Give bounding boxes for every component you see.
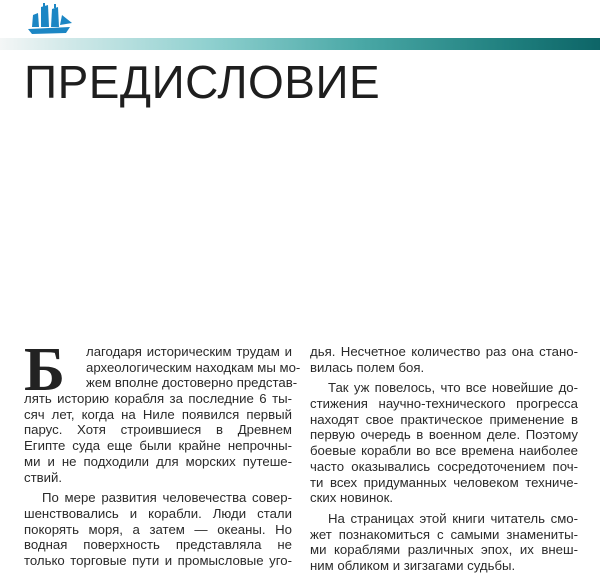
text-line: жем вполне достоверно представ- xyxy=(86,375,298,391)
text-line: водная поверхность представляла не xyxy=(24,537,292,553)
text-line: первую очередь в военном деле. Поэтому xyxy=(310,427,578,443)
text-line: стижения научно-технического прогресса xyxy=(310,396,578,412)
text-line: часто оказывались сосредоточением поч- xyxy=(310,458,578,474)
text-line: По мере развития человечества совер- xyxy=(42,490,292,506)
sailing-ship-icon xyxy=(24,3,74,35)
text-line: лять историю корабля за последние 6 ты- xyxy=(24,391,292,407)
text-line: Египте суда еще были крайне непрочны- xyxy=(24,438,292,454)
text-line: археологическим находкам мы мо- xyxy=(86,359,301,375)
text-line: ми кораблями различных эпох, их внеш- xyxy=(310,542,578,558)
text-line: ним обликом и зигзагами судьбы. xyxy=(310,557,516,573)
text-line: ских новинок. xyxy=(310,490,394,506)
text-line: шенствовались и корабли. Люди стали xyxy=(24,505,292,521)
text-line: покорять моря, а затем — океаны. Но xyxy=(24,521,292,537)
text-column-left xyxy=(24,336,301,569)
text-line: Так уж повелось, что все новейшие до- xyxy=(328,380,578,396)
text-line: На страницах этой книги читатель смо- xyxy=(328,510,578,526)
text-line: парус. Хотя строившиеся в Древнем xyxy=(24,422,292,438)
drop-cap: Б xyxy=(24,336,65,404)
text-line: дья. Несчетное количество раз она стано- xyxy=(310,344,578,359)
text-column-right xyxy=(310,344,578,574)
header-gradient-bar xyxy=(0,38,600,50)
text-line: ми и не подходили для морских путеше- xyxy=(24,453,292,469)
text-line: ствий. xyxy=(24,469,63,485)
text-line: только торговые пути и промысловые уго- xyxy=(24,552,292,568)
text-line: сяч лет, когда на Ниле появился первый xyxy=(24,406,292,422)
text-line: вилась полем боя. xyxy=(310,359,425,375)
page-title: ПРЕДИСЛОВИЕ xyxy=(24,56,381,108)
text-line: лагодаря историческим трудам и xyxy=(86,344,292,359)
text-line: ти всех придуманных человеком техниче- xyxy=(310,474,578,490)
text-line: находят свое практическое применение в xyxy=(310,411,578,427)
text-line: жет познакомиться с самыми знамениты- xyxy=(310,526,578,542)
text-line: боевые корабли во все времена наиболее xyxy=(310,443,578,459)
